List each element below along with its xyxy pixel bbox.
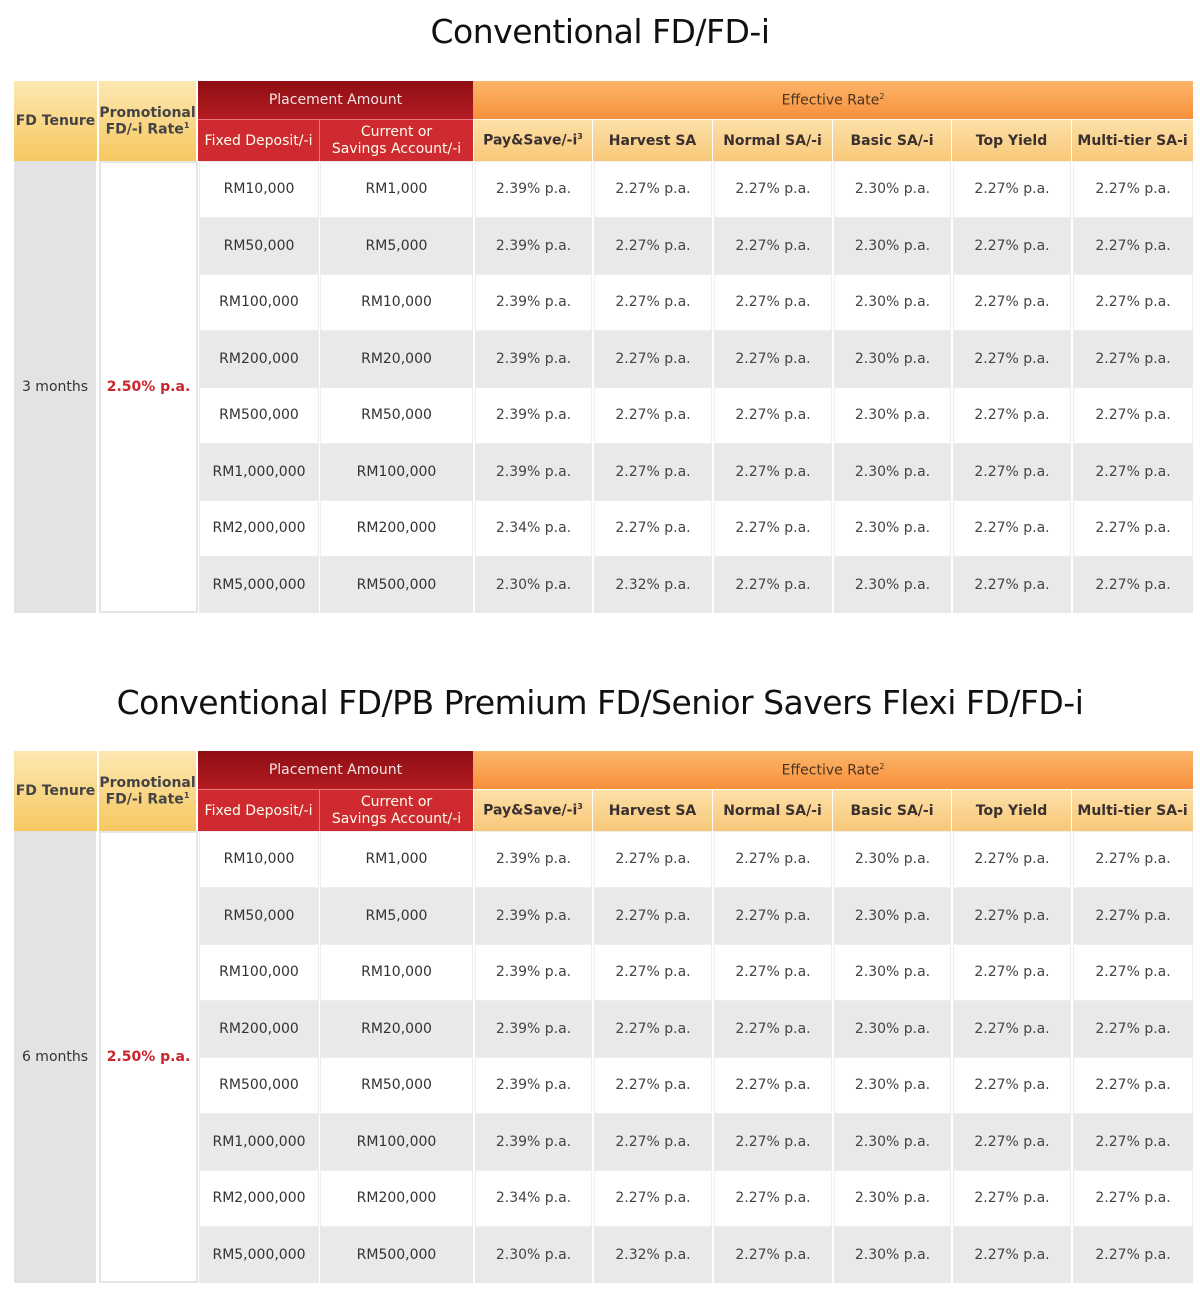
header-multitier: Multi-tier SA-i [1071,789,1193,831]
rate-cell-normal: 2.27% p.a. [712,1001,832,1058]
table-body [14,831,1193,1283]
rate-cell-topyield: 2.27% p.a. [951,888,1071,945]
rate-cell-paysave: 2.39% p.a. [473,444,592,501]
rate-cell-paysave: 2.39% p.a. [473,944,592,1001]
current-savings-cell: RM1,000 [319,161,473,218]
header-promo-rate [99,751,198,831]
header-paysave-sup: 3 [577,802,583,812]
rate-cell-basic: 2.30% p.a. [832,274,951,331]
header-current-line2: Savings Account/-i [331,140,462,157]
rate-cell-multitier: 2.27% p.a. [1071,1114,1193,1171]
rate-cell-multitier: 2.27% p.a. [1071,1170,1193,1227]
header-topyield: Top Yield [951,789,1071,831]
header-paysave-label: Pay&Save/-i [483,802,578,819]
rate-cell-normal: 2.27% p.a. [712,500,832,557]
rate-cell-topyield: 2.27% p.a. [951,1227,1071,1284]
rate-cell-multitier: 2.27% p.a. [1071,831,1193,888]
header-harvest: Harvest SA [592,119,712,161]
header-fd-tenure: FD Tenure [14,81,99,161]
current-savings-cell: RM20,000 [319,331,473,388]
header-promo-line2: FD/-i Rate [105,121,184,138]
table-row [14,831,1193,888]
rate-cell-multitier: 2.27% p.a. [1071,557,1193,614]
header-current-line1: Current or [360,123,433,140]
rate-cell-normal: 2.27% p.a. [712,331,832,388]
header-topyield: Top Yield [951,119,1071,161]
rate-cell-basic: 2.30% p.a. [832,1057,951,1114]
rate-cell-normal: 2.27% p.a. [712,557,832,614]
header-paysave [473,789,592,831]
rate-cell-topyield: 2.27% p.a. [951,1114,1071,1171]
header-promo-rate [99,81,198,161]
rate-cell-paysave: 2.39% p.a. [473,218,592,275]
fixed-deposit-cell: RM200,000 [198,331,319,388]
header-effective-sup: 2 [879,91,885,101]
current-savings-cell: RM5,000 [319,218,473,275]
rate-cell-multitier: 2.27% p.a. [1071,274,1193,331]
rate-cell-topyield: 2.27% p.a. [951,557,1071,614]
header-effective-label: Effective Rate [781,762,880,779]
rate-cell-multitier: 2.27% p.a. [1071,888,1193,945]
rate-cell-paysave: 2.39% p.a. [473,387,592,444]
current-savings-cell: RM500,000 [319,557,473,614]
rate-cell-basic: 2.30% p.a. [832,831,951,888]
rate-cell-normal: 2.27% p.a. [712,831,832,888]
tenure-cell: 6 months [14,831,99,1283]
current-savings-cell: RM100,000 [319,444,473,501]
fixed-deposit-cell: RM1,000,000 [198,1114,319,1171]
rate-cell-normal: 2.27% p.a. [712,944,832,1001]
header-current-savings [319,119,473,161]
header-effective-label: Effective Rate [781,92,880,109]
rate-cell-harvest: 2.27% p.a. [592,161,712,218]
header-normal: Normal SA/-i [712,119,832,161]
fixed-deposit-cell: RM100,000 [198,274,319,331]
fixed-deposit-cell: RM500,000 [198,387,319,444]
current-savings-cell: RM5,000 [319,888,473,945]
current-savings-cell: RM1,000 [319,831,473,888]
rate-cell-harvest: 2.27% p.a. [592,444,712,501]
fixed-deposit-cell: RM50,000 [198,888,319,945]
rate-cell-paysave: 2.39% p.a. [473,274,592,331]
header-promo-line1: Promotional [99,774,196,791]
fixed-deposit-cell: RM5,000,000 [198,1227,319,1284]
rate-cell-normal: 2.27% p.a. [712,1114,832,1171]
rate-cell-normal: 2.27% p.a. [712,1170,832,1227]
header-basic: Basic SA/-i [832,119,951,161]
rate-cell-basic: 2.30% p.a. [832,888,951,945]
rate-cell-topyield: 2.27% p.a. [951,1057,1071,1114]
table-header [14,751,1193,831]
rate-cell-multitier: 2.27% p.a. [1071,500,1193,557]
rate-cell-normal: 2.27% p.a. [712,161,832,218]
tenure-cell: 3 months [14,161,99,613]
header-fixed-deposit: Fixed Deposit/-i [198,119,319,161]
rate-cell-topyield: 2.27% p.a. [951,944,1071,1001]
rate-cell-basic: 2.30% p.a. [832,557,951,614]
rate-cell-normal: 2.27% p.a. [712,1227,832,1284]
rate-cell-multitier: 2.27% p.a. [1071,1057,1193,1114]
table-header [14,81,1193,161]
rate-cell-harvest: 2.27% p.a. [592,1001,712,1058]
current-savings-cell: RM10,000 [319,944,473,1001]
table-row [14,161,1193,218]
rate-cell-paysave: 2.39% p.a. [473,831,592,888]
rate-cell-harvest: 2.27% p.a. [592,1057,712,1114]
header-effective-rate [473,751,1193,789]
rate-cell-harvest: 2.27% p.a. [592,218,712,275]
current-savings-cell: RM10,000 [319,274,473,331]
fixed-deposit-cell: RM10,000 [198,831,319,888]
rate-cell-basic: 2.30% p.a. [832,161,951,218]
promo-rate-cell: 2.50% p.a. [99,831,198,1283]
rate-cell-normal: 2.27% p.a. [712,218,832,275]
rate-cell-topyield: 2.27% p.a. [951,387,1071,444]
current-savings-cell: RM200,000 [319,500,473,557]
rate-cell-topyield: 2.27% p.a. [951,1170,1071,1227]
rate-cell-harvest: 2.27% p.a. [592,944,712,1001]
header-promo-sup: 1 [183,790,190,800]
rate-cell-topyield: 2.27% p.a. [951,831,1071,888]
header-placement-amount: Placement Amount [198,81,473,119]
rate-cell-normal: 2.27% p.a. [712,444,832,501]
rate-cell-basic: 2.30% p.a. [832,218,951,275]
header-current-savings [319,789,473,831]
current-savings-cell: RM50,000 [319,387,473,444]
header-current-line2: Savings Account/-i [331,810,462,827]
rate-cell-paysave: 2.39% p.a. [473,1057,592,1114]
rate-cell-multitier: 2.27% p.a. [1071,444,1193,501]
fixed-deposit-cell: RM100,000 [198,944,319,1001]
rate-cell-basic: 2.30% p.a. [832,500,951,557]
rate-cell-harvest: 2.27% p.a. [592,831,712,888]
rate-cell-paysave: 2.34% p.a. [473,1170,592,1227]
current-savings-cell: RM200,000 [319,1170,473,1227]
rate-cell-topyield: 2.27% p.a. [951,1001,1071,1058]
rate-cell-topyield: 2.27% p.a. [951,444,1071,501]
header-current-line1: Current or [360,793,433,810]
rate-cell-multitier: 2.27% p.a. [1071,944,1193,1001]
rate-cell-multitier: 2.27% p.a. [1071,387,1193,444]
promo-rate-cell: 2.50% p.a. [99,161,198,613]
current-savings-cell: RM100,000 [319,1114,473,1171]
header-fd-tenure: FD Tenure [14,751,99,831]
current-savings-cell: RM500,000 [319,1227,473,1284]
rate-cell-normal: 2.27% p.a. [712,1057,832,1114]
rate-cell-normal: 2.27% p.a. [712,888,832,945]
rate-cell-basic: 2.30% p.a. [832,1001,951,1058]
rate-table-1 [14,81,1193,613]
rate-cell-basic: 2.30% p.a. [832,944,951,1001]
rate-cell-basic: 2.30% p.a. [832,444,951,501]
header-paysave-sup: 3 [577,132,583,142]
header-placement-amount: Placement Amount [198,751,473,789]
rate-cell-basic: 2.30% p.a. [832,1227,951,1284]
rate-cell-topyield: 2.27% p.a. [951,331,1071,388]
section-title-1: Conventional FD/FD-i [430,12,770,51]
rate-cell-harvest: 2.27% p.a. [592,1114,712,1171]
rate-cell-paysave: 2.39% p.a. [473,161,592,218]
rate-cell-harvest: 2.27% p.a. [592,331,712,388]
rate-cell-basic: 2.30% p.a. [832,387,951,444]
rate-cell-harvest: 2.27% p.a. [592,387,712,444]
fixed-deposit-cell: RM200,000 [198,1001,319,1058]
header-promo-line2: FD/-i Rate [105,791,184,808]
header-paysave-label: Pay&Save/-i [483,132,578,149]
header-multitier: Multi-tier SA-i [1071,119,1193,161]
header-effective-sup: 2 [879,761,885,771]
header-basic: Basic SA/-i [832,789,951,831]
rate-cell-basic: 2.30% p.a. [832,1114,951,1171]
rate-cell-paysave: 2.39% p.a. [473,888,592,945]
rate-cell-paysave: 2.30% p.a. [473,1227,592,1284]
rate-cell-topyield: 2.27% p.a. [951,274,1071,331]
rate-cell-multitier: 2.27% p.a. [1071,1001,1193,1058]
fixed-deposit-cell: RM500,000 [198,1057,319,1114]
rate-cell-multitier: 2.27% p.a. [1071,331,1193,388]
rate-cell-paysave: 2.34% p.a. [473,500,592,557]
section-title-2: Conventional FD/PB Premium FD/Senior Savers Flexi FD/FD-i [116,683,1084,722]
fixed-deposit-cell: RM1,000,000 [198,444,319,501]
fixed-deposit-cell: RM5,000,000 [198,557,319,614]
fixed-deposit-cell: RM2,000,000 [198,500,319,557]
table-body [14,161,1193,613]
header-effective-rate [473,81,1193,119]
rate-cell-paysave: 2.30% p.a. [473,557,592,614]
rate-cell-paysave: 2.39% p.a. [473,1114,592,1171]
rate-cell-harvest: 2.27% p.a. [592,500,712,557]
rate-cell-multitier: 2.27% p.a. [1071,1227,1193,1284]
rate-cell-topyield: 2.27% p.a. [951,218,1071,275]
rate-cell-basic: 2.30% p.a. [832,1170,951,1227]
fixed-deposit-cell: RM10,000 [198,161,319,218]
header-normal: Normal SA/-i [712,789,832,831]
header-promo-sup: 1 [183,120,190,130]
rate-cell-harvest: 2.32% p.a. [592,1227,712,1284]
header-paysave [473,119,592,161]
fixed-deposit-cell: RM2,000,000 [198,1170,319,1227]
rate-table-2 [14,751,1193,1283]
rate-cell-multitier: 2.27% p.a. [1071,218,1193,275]
header-promo-line1: Promotional [99,104,196,121]
rate-cell-topyield: 2.27% p.a. [951,500,1071,557]
fixed-deposit-cell: RM50,000 [198,218,319,275]
rate-cell-normal: 2.27% p.a. [712,387,832,444]
rate-cell-basic: 2.30% p.a. [832,331,951,388]
rate-cell-harvest: 2.27% p.a. [592,888,712,945]
rate-cell-topyield: 2.27% p.a. [951,161,1071,218]
rate-cell-multitier: 2.27% p.a. [1071,161,1193,218]
header-fixed-deposit: Fixed Deposit/-i [198,789,319,831]
rate-cell-harvest: 2.27% p.a. [592,1170,712,1227]
rate-cell-paysave: 2.39% p.a. [473,1001,592,1058]
rate-cell-harvest: 2.32% p.a. [592,557,712,614]
rate-cell-harvest: 2.27% p.a. [592,274,712,331]
rate-cell-paysave: 2.39% p.a. [473,331,592,388]
rate-cell-normal: 2.27% p.a. [712,274,832,331]
current-savings-cell: RM50,000 [319,1057,473,1114]
header-harvest: Harvest SA [592,789,712,831]
current-savings-cell: RM20,000 [319,1001,473,1058]
